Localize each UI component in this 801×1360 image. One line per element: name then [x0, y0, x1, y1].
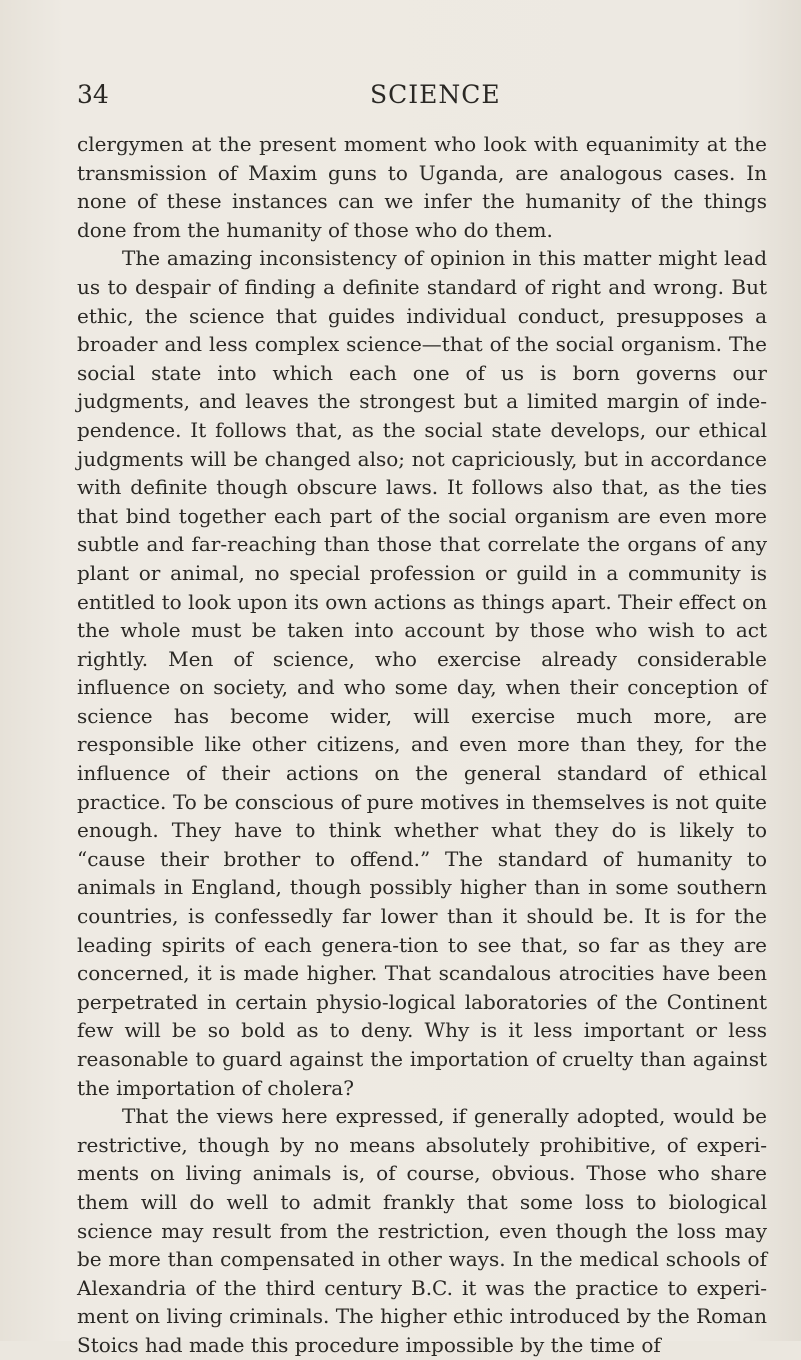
page-number: 34 [77, 80, 109, 109]
body-text [77, 130, 767, 1360]
page-header [77, 80, 737, 120]
paragraph: That the views here expressed, if generally adopted, would be restrictive, though by no means absolutely prohibitive, of experi-ments on living animals is, of course, obvious. Those who share them will do well to admit frankly that some loss to biological science may result from the restriction, even though the loss may be more than compensated in other ways. In the medical schools of Alexandria of the third century B.C. it was the practice to experi-ment on living criminals. The higher ethic introduced by the Roman Stoics had made this procedure impossible by the time of [77, 1104, 767, 1357]
paragraph-continuation: clergymen at the present moment who look with equanimity at the transmission of Maxim guns to Uganda, are analogous cases. In none of these instances can we infer the humanity of the things done from the humanity of those who do them. [77, 132, 767, 242]
running-title: SCIENCE [370, 80, 501, 109]
paragraph: The amazing inconsistency of opinion in this matter might lead us to despair of finding a definite standard of right and wrong. But ethic, the science that guides individual conduct, presupposes a broader and less complex science—that of the social organism. The social state into which each one of us is born governs our judgments, and leaves the strongest but a limited margin of inde-pendence. It follows that, as the social state develops, our ethical judgments will be changed also; not capriciously, but in accordance with definite though obscure laws. It follows also that, as the ties that bind together each part of the social organism are even more subtle and far-reaching than those that correlate the organs of any plant or animal, no special profession or guild in a community is entitled to look upon its own actions as things apart. Their effect on the whole must be taken into account by those who wish to act rightly. Men of science, who exercise already considerable influence on society, and who some day, when their conception of science has become wider, will exercise much more, are responsible like other citizens, and even more than they, for the influence of their actions on the general standard of ethical practice. To be conscious of pure motives in themselves is not quite enough. They have to think whether what they do is likely to “cause their brother to offend.” The standard of humanity to animals in England, though possibly higher than in some southern countries, is confessedly far lower than it should be. It is for the leading spirits of each genera-tion to see that, so far as they are concerned, it is made higher. That scandalous atrocities have been perpetrated in certain physio-logical laboratories of the Continent few will be so bold as to deny. Why is it less important or less reasonable to guard against the importation of cruelty than against the importation of cholera? [77, 246, 767, 1100]
